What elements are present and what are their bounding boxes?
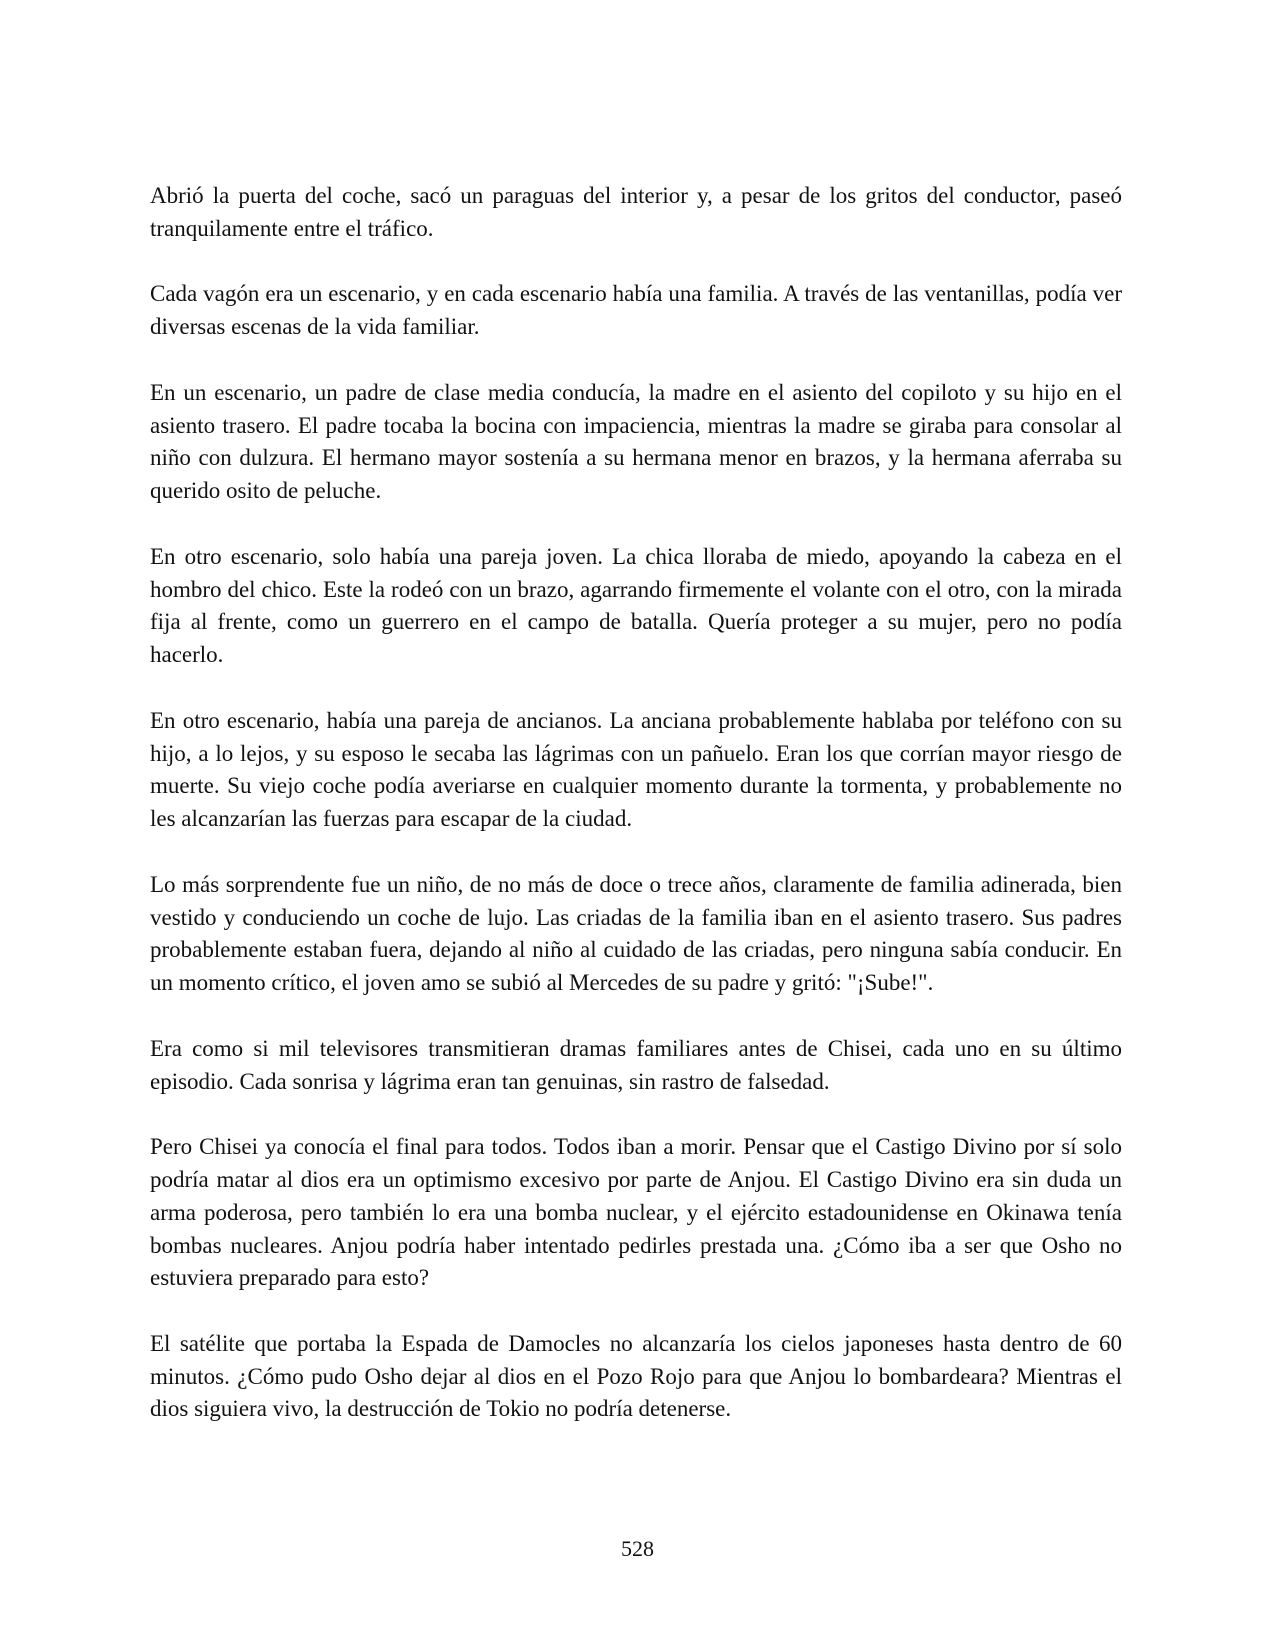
body-text xyxy=(150,180,1122,1459)
paragraph: En otro escenario, solo había una pareja joven. La chica lloraba de miedo, apoyando la cabeza en el hombro del chico. Este la rodeó con un brazo, agarrando firmemente el volante con el otro, con la mirada fija al frente, como un guerrero en el campo de batalla. Quería proteger a su mujer, pero no podía hacerlo. xyxy=(150,543,1122,668)
paragraph: El satélite que portaba la Espada de Damocles no alcanzaría los cielos japoneses hasta dentro de 60 minutos. ¿Cómo pudo Osho dejar al dios en el Pozo Rojo para que Anjou lo bombardeara? Mientras el dios siguiera vivo, la destrucción de Tokio no podría detenerse. xyxy=(150,1330,1122,1422)
page-number: 528 xyxy=(621,1536,654,1561)
paragraph: Era como si mil televisores transmitieran dramas familiares antes de Chisei, cada uno en su último episodio. Cada sonrisa y lágrima eran tan genuinas, sin rastro de falsedad. xyxy=(150,1035,1122,1094)
paragraph: Abrió la puerta del coche, sacó un paraguas del interior y, a pesar de los gritos del conductor, paseó tranquilamente entre el tráfico. xyxy=(150,183,1122,241)
paragraph: Pero Chisei ya conocía el final para todos. Todos iban a morir. Pensar que el Castigo Divino por sí solo podría matar al dios era un optimismo excesivo por parte de Anjou. El Castigo Divino era sin duda un arma poderosa, pero también lo era una bomba nuclear, y el ejército estadounidense en Okinawa tenía bombas nucleares. Anjou podría haber intentado pedirles prestada una. ¿Cómo iba a ser que Osho no estuviera preparado para esto? xyxy=(150,1134,1122,1291)
paragraph: Cada vagón era un escenario, y en cada escenario había una familia. A través de las ventanillas, podía ver diversas escenas de la vida familiar. xyxy=(150,281,1122,340)
paragraph: En un escenario, un padre de clase media conducía, la madre en el asiento del copiloto y su hijo en el asiento trasero. El padre tocaba la bocina con impaciencia, mientras la madre se giraba para consolar al niño con dulzura. El hermano mayor sostenía a su hermana menor en brazos, y la hermana aferraba su querido osito de peluche. xyxy=(150,379,1122,504)
paragraph: En otro escenario, había una pareja de ancianos. La anciana probablemente hablaba por teléfono con su hijo, a lo lejos, y su esposo le secaba las lágrimas con un pañuelo. Eran los que corrían mayor riesgo de muerte. Su viejo coche podía averiarse en cualquier momento durante la tormenta, y probablemente no les alcanzarían las fuerzas para escapar de la ciudad. xyxy=(150,707,1122,832)
paragraph: Lo más sorprendente fue un niño, de no más de doce o trece años, claramente de familia adinerada, bien vestido y conduciendo un coche de lujo. Las criadas de la familia iban en el asiento trasero. Sus padres probablemente estaban fuera, dejando al niño al cuidado de las criadas, pero ninguna sabía conducir. En un momento crítico, el joven amo se subió al Mercedes de su padre y gritó: "¡Sube!". xyxy=(150,871,1122,996)
